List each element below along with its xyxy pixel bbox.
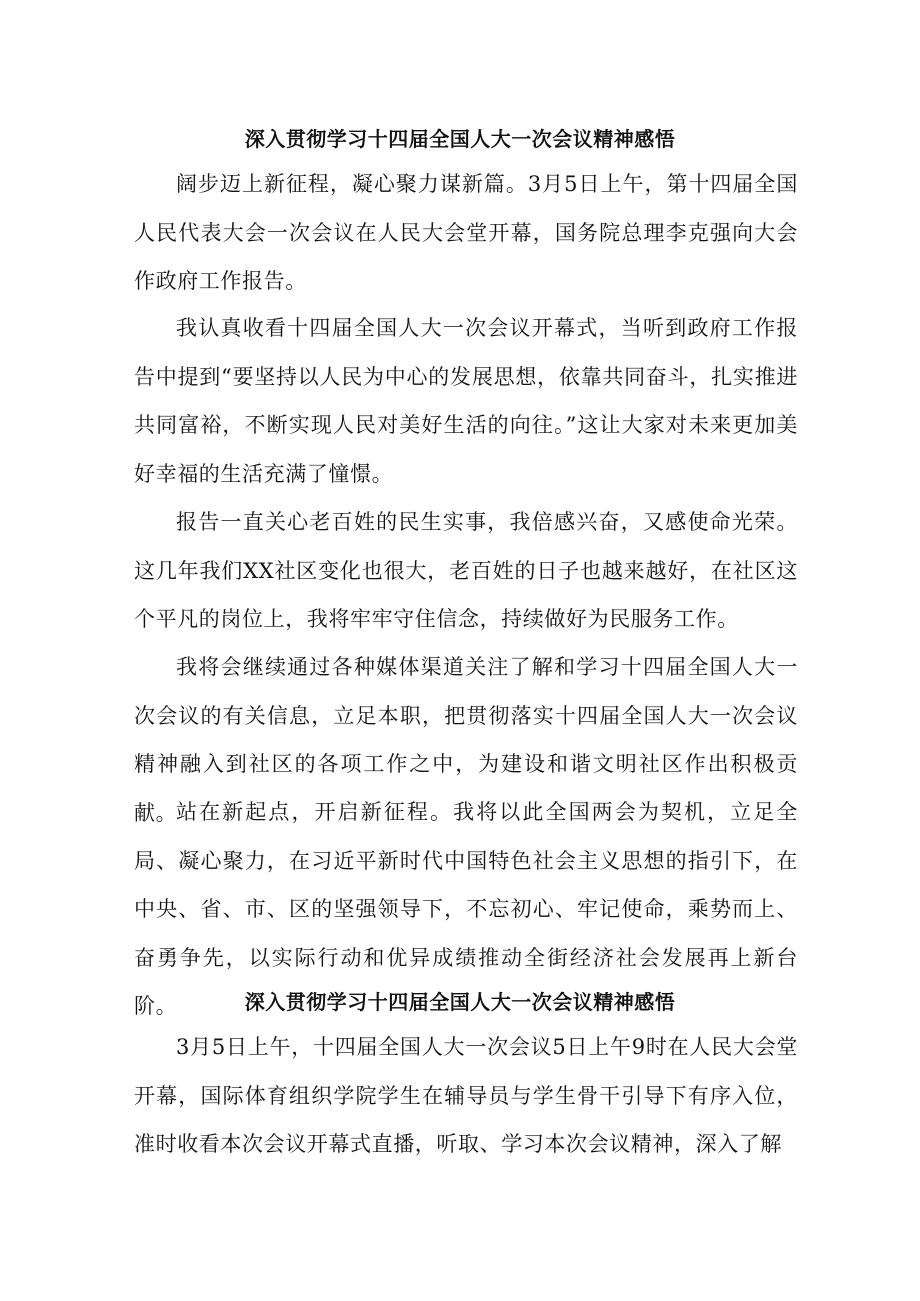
paragraph-2: 我认真收看十四届全国人大一次会议开幕式，当听到政府工作报告中提到“要坚持以人民为中心的发展思想，依靠共同奋斗，扎实推进共同富裕，不断实现人民对美好生活的向往。”这让大家对未来更加美好幸福的生活充满了憧憬。: [134, 316, 798, 486]
paragraph-6: 3月5日上午，十四届全国人大一次会议5日上午9时在人民大会堂开幕，国际体育组织学院学生在辅导员与学生骨干引导下有序入位，准时收看本次会议开幕式直播，听取、学习本次会议精神，深入了解: [134, 1035, 798, 1157]
paragraph-5: 站在新起点，开启新征程。我将以此全国两会为契机，立足全局、凝心聚力，在习近平新时代中国特色社会主义思想的指引下，在中央、省、市、区的坚强领导下，不忘初心、牢记使命，乘势而上、奋勇争先，以实际行动和优异成绩推动全街经济社会发展再上新台阶。: [134, 800, 798, 1019]
section-title-1: 深入贯彻学习十四届全国人大一次会议精神感悟: [244, 127, 676, 151]
paragraph-3: 报告一直关心老百姓的民生实事，我倍感兴奋，又感使命光荣。这几年我们XX社区变化也很大，老百姓的日子也越来越好，在社区这个平凡的岗位上，我将牢牢守住信念，持续做好为民服务工作。: [134, 510, 798, 632]
paragraph-4: 我将会继续通过各种媒体渠道关注了解和学习十四届全国人大一次会议的有关信息，立足本职，把贯彻落实十四届全国人大一次会议精神融入到社区的各项工作之中，为建设和谐文明社区作出积极贡献。: [134, 655, 798, 825]
paragraph-1: 阔步迈上新征程，凝心聚力谋新篇。3月5日上午，第十四届全国人民代表大会一次会议在人民大会堂开幕，国务院总理李克强向大会作政府工作报告。: [134, 172, 798, 294]
section-title-2: 深入贯彻学习十四届全国人大一次会议精神感悟: [244, 990, 676, 1014]
